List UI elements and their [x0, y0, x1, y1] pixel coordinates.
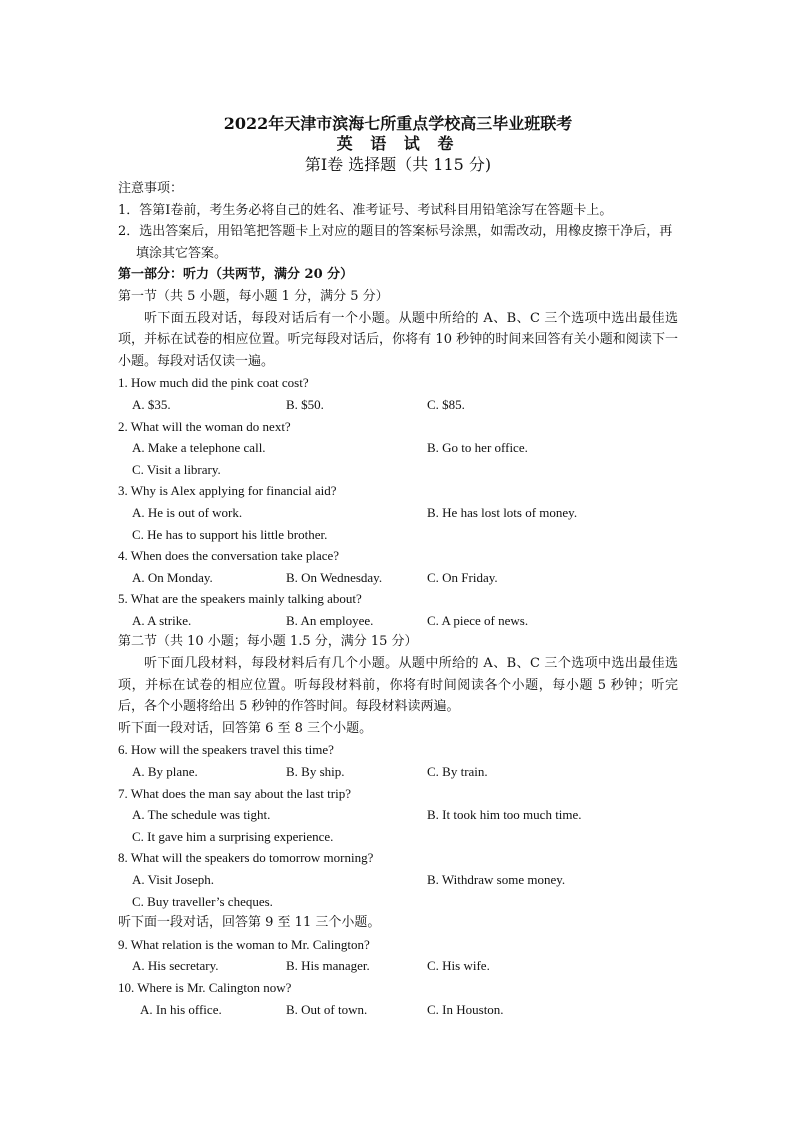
question-1: 1. How much did the pink coat cost? [118, 375, 309, 391]
options-8 [118, 869, 678, 891]
option-a: A. Visit Joseph. [132, 872, 215, 887]
option-c: C. In Houston. [427, 1001, 504, 1017]
options-10 [118, 999, 678, 1021]
options-2-row2 [118, 459, 678, 481]
option-c: C. A piece of news. [427, 612, 529, 628]
question-2: 2. What will the woman do next? [118, 418, 291, 434]
notice-item-2: 2．选出答案后，用铅笔把答题卡上对应的题目的答案标号涂黑，如需改动，用橡皮擦干净后，再填涂其它答案。 [118, 224, 673, 261]
question-9: 9. What relation is the woman to Mr. Calington? [118, 936, 370, 952]
subsection-1-intro: 听下面五段对话，每段对话后有一个小题。从题中所给的 A、B、C 三个选项中选出最佳选项，并标在试卷的相应位置。听完每段对话后，你将有 10 秒钟的时间来回答有关小题和阅读下一小题。每段对话仅读一遍。 [118, 310, 678, 369]
options-4 [118, 567, 678, 589]
option-b: B. Go to her office. [427, 440, 528, 456]
option-b: B. An employee. [286, 612, 374, 628]
option-a: A. The schedule was tight. [132, 807, 271, 823]
instruction-6-8: 听下面一段对话，回答第 6 至 8 三个小题。 [118, 720, 373, 736]
question-8: 8. What will the speakers do tomorrow morning? [118, 850, 374, 866]
option-b: B. It took him too much time. [427, 807, 582, 823]
option-b: B. $50. [286, 396, 324, 412]
option-a: A. On Monday. [132, 569, 213, 585]
question-4: 4. When does the conversation take place? [118, 548, 340, 564]
options-5 [118, 610, 678, 632]
option-a: A. A strike. [132, 612, 192, 628]
option-b: B. Withdraw some money. [427, 872, 566, 887]
option-c: C. On Friday. [427, 569, 498, 585]
option-c: C. It gave him a surprising experience. [132, 828, 334, 844]
section-heading: 第一部分：听力（共两节，满分 20 分） [118, 267, 354, 283]
exam-page [118, 114, 678, 1020]
options-7 [118, 804, 678, 826]
option-b: B. On Wednesday. [286, 569, 383, 585]
question-5: 5. What are the speakers mainly talking about? [118, 591, 362, 607]
notice-heading: 注意事项： [118, 181, 184, 196]
options-2 [118, 437, 678, 459]
option-b: B. Out of town. [286, 1001, 368, 1017]
options-3-row2 [118, 524, 678, 546]
part-heading: 第Ⅰ卷 选择题（共 115 分) [304, 155, 492, 174]
option-b: B. He has lost lots of money. [427, 504, 578, 520]
option-a: A. Make a telephone call. [132, 440, 266, 456]
options-9 [118, 955, 678, 977]
option-a: A. In his office. [140, 1001, 222, 1017]
subsection-1-heading: 第一节（共 5 小题，每小题 1 分，满分 5 分） [118, 288, 389, 304]
option-c: C. His wife. [427, 958, 490, 974]
option-c: C. $85. [427, 396, 465, 412]
option-c: C. Buy traveller’s cheques. [132, 893, 273, 909]
exam-title: 2022年天津市滨海七所重点学校高三毕业班联考 [223, 114, 573, 133]
options-6 [118, 761, 678, 783]
option-a: A. His secretary. [132, 958, 219, 974]
question-3: 3. Why is Alex applying for financial aid? [118, 483, 337, 499]
options-7-row2 [118, 826, 678, 848]
options-1 [118, 394, 678, 416]
exam-subtitle: 英 语 试 卷 [336, 134, 460, 153]
option-c: C. By train. [427, 764, 488, 780]
question-6: 6. How will the speakers travel this time? [118, 742, 334, 758]
options-3 [118, 502, 678, 524]
option-c: C. He has to support his little brother. [132, 526, 328, 542]
question-10: 10. Where is Mr. Calington now? [118, 979, 292, 995]
option-a: A. He is out of work. [132, 504, 243, 520]
option-b: B. His manager. [286, 958, 370, 974]
subsection-2-heading: 第二节（共 10 小题；每小题 1.5 分，满分 15 分） [118, 634, 418, 650]
question-7: 7. What does the man say about the last trip? [118, 785, 351, 801]
option-b: B. By ship. [286, 764, 345, 780]
subsection-2-intro: 听下面几段材料，每段材料后有几个小题。从题中所给的 A、B、C 三个选项中选出最佳选项，并标在试卷的相应位置。听每段材料前，你将有时间阅读各个小题，每小题 5 秒钟；听完后，各个小题将给出 5 秒钟的作答时间。每段材料读两遍。 [118, 656, 678, 715]
options-8-row2 [118, 891, 678, 913]
option-a: A. By plane. [132, 764, 198, 780]
instruction-9-11: 听下面一段对话，回答第 9 至 11 三个小题。 [118, 915, 381, 931]
notice-item-1: 1．答第Ⅰ卷前，考生务必将自己的姓名、准考证号、考试科目用铅笔涂写在答题卡上。 [118, 202, 613, 218]
option-a: A. $35. [132, 396, 171, 412]
option-c: C. Visit a library. [132, 461, 221, 477]
